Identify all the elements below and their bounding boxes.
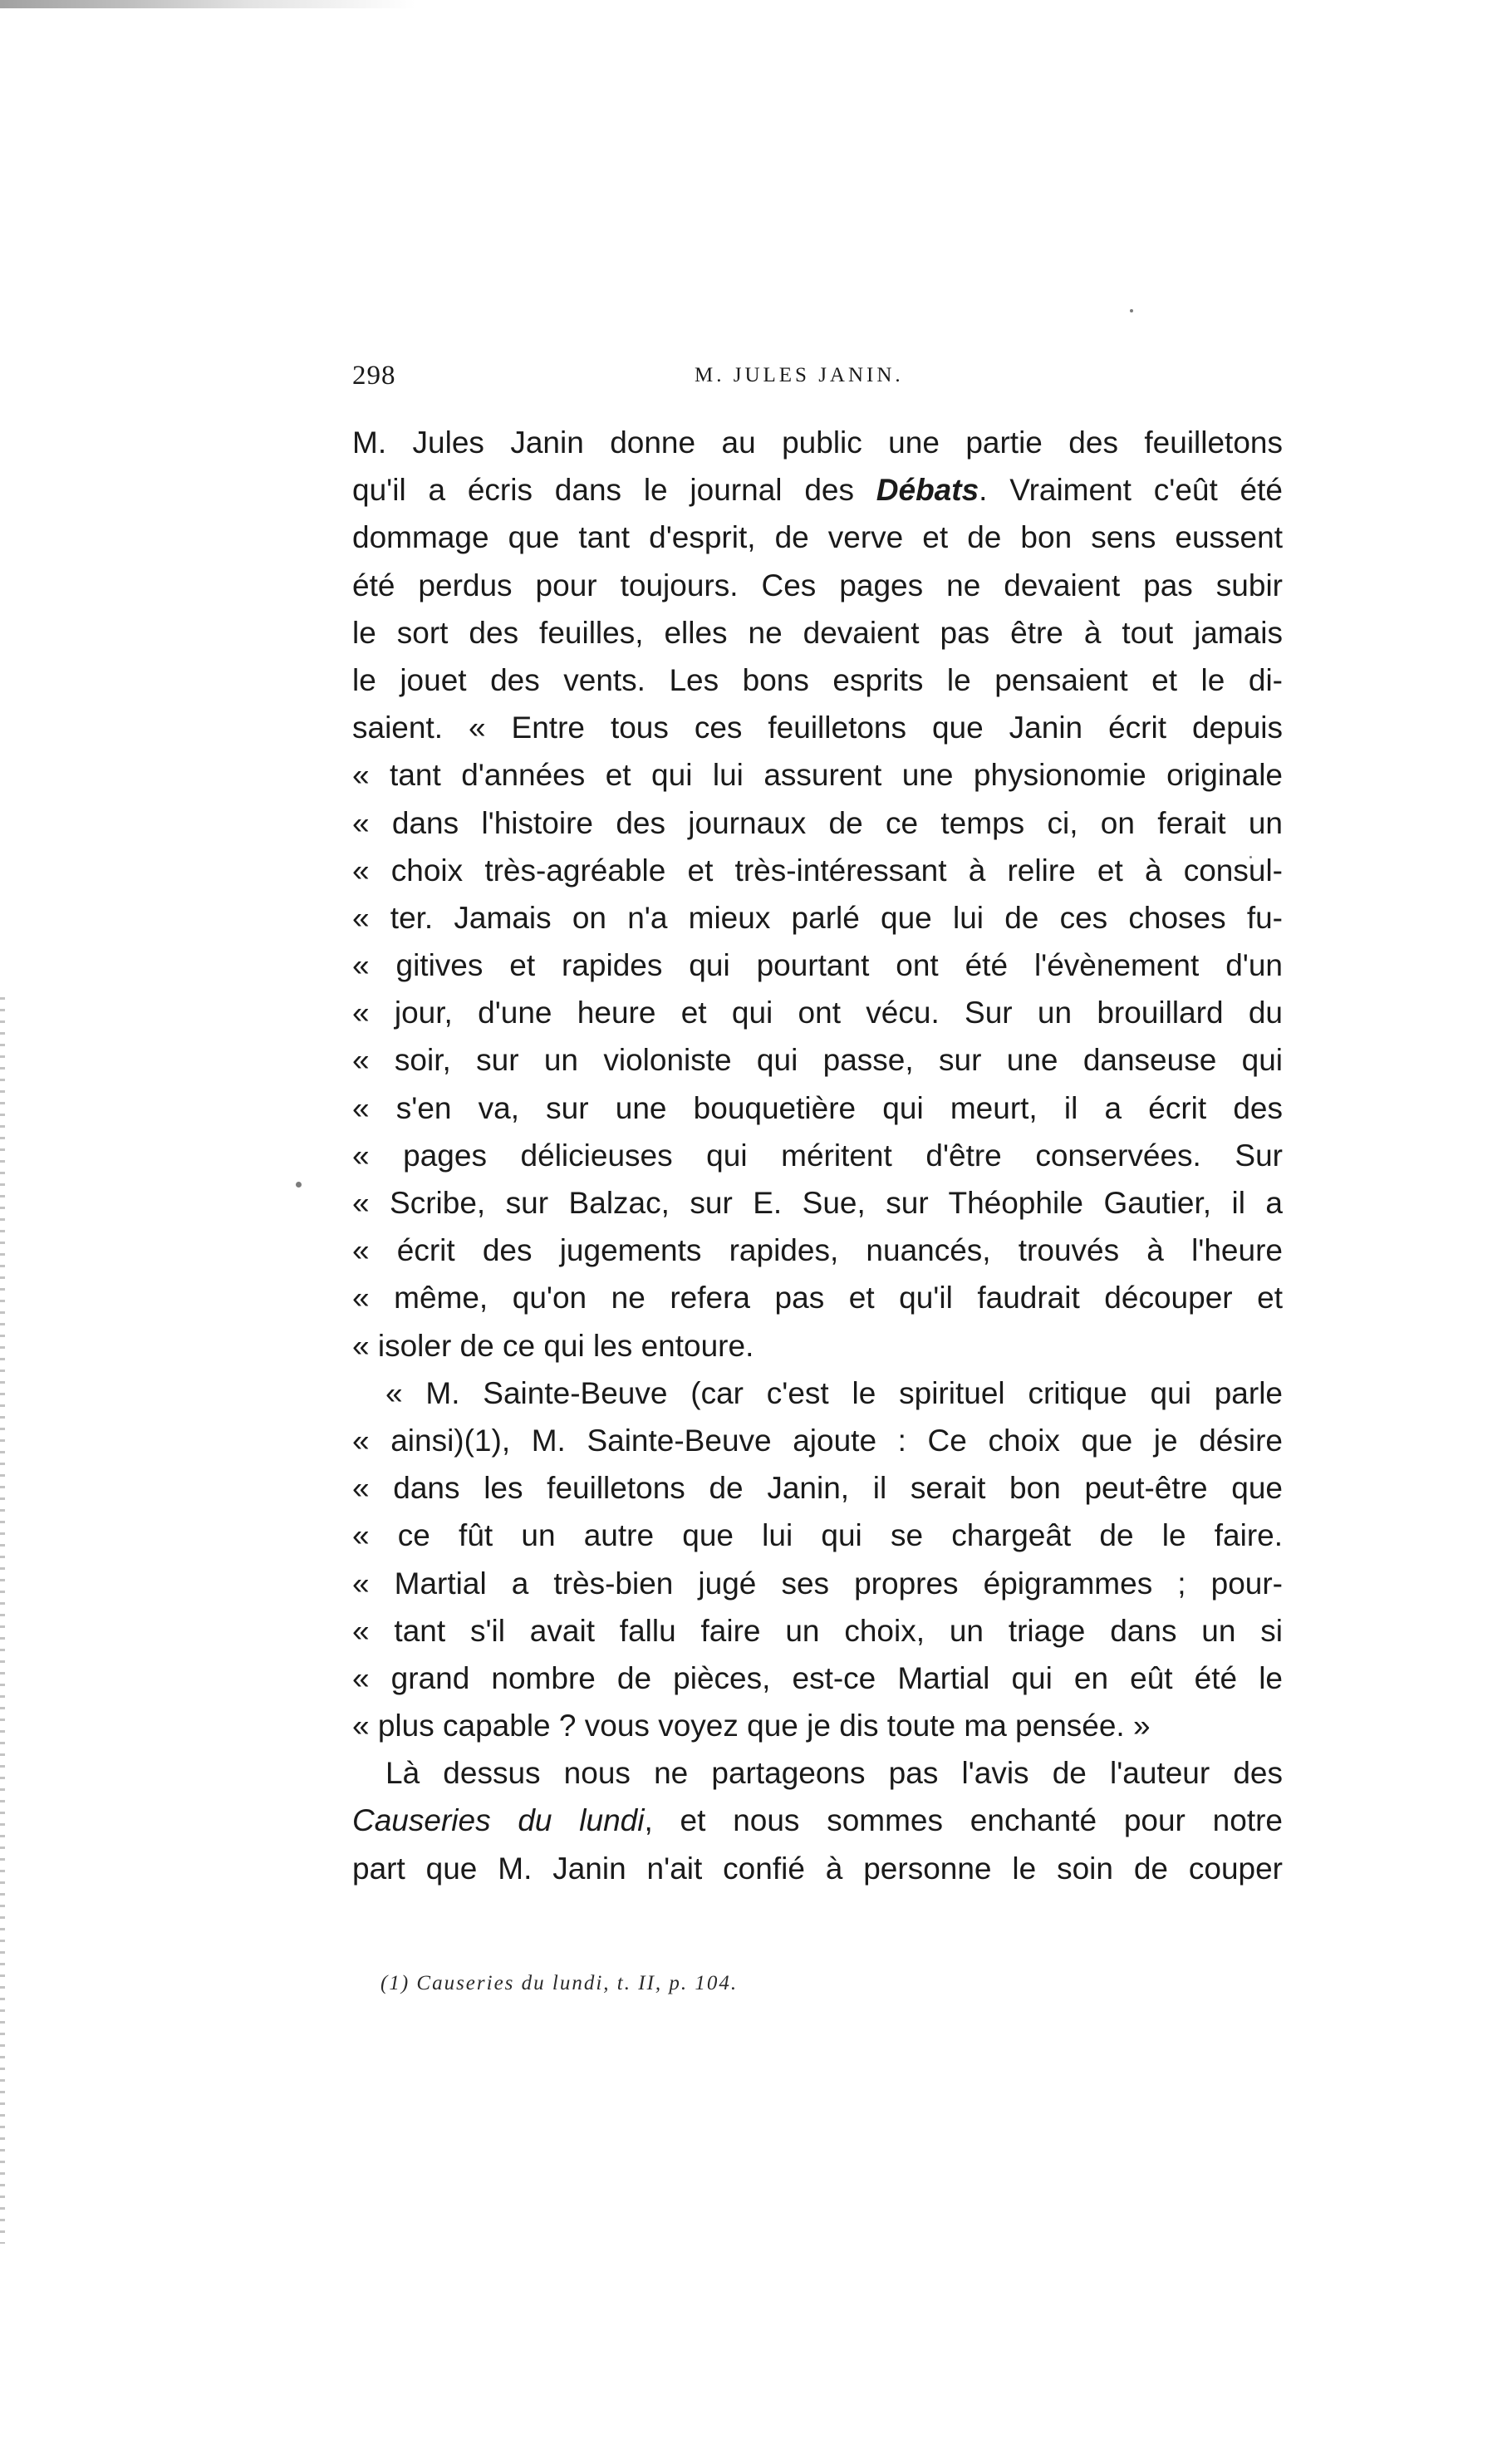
text-line: « choix très-agréable et très-intéressant à relire et à consul- xyxy=(352,853,1283,888)
page-header xyxy=(352,361,1283,394)
text-line: « isoler de ce qui les entoure. xyxy=(352,1328,754,1363)
scan-artifact-top xyxy=(0,0,415,8)
text-line: M. Jules Janin donne au public une partie des feuilletons xyxy=(352,425,1283,460)
text-line: qu'il a écris dans le journal des Débats. Vraiment c'eût été xyxy=(352,473,1283,508)
text-line: été perdus pour toujours. Ces pages ne devaient pas subir xyxy=(352,568,1283,602)
text-line: « tant d'années et qui lui assurent une physionomie originale xyxy=(352,758,1283,793)
text-line: « M. Sainte-Beuve (car c'est le spirituel critique qui parle xyxy=(385,1375,1283,1410)
text-line: « soir, sur un violoniste qui passe, sur une danseuse qui xyxy=(352,1043,1283,1078)
text-line: « Scribe, sur Balzac, sur E. Sue, sur Théophile Gautier, il a xyxy=(352,1186,1283,1220)
scan-speck xyxy=(1130,309,1133,312)
body-text xyxy=(352,419,1283,1892)
text-line: « dans l'histoire des journaux de ce temps ci, on ferait un xyxy=(352,805,1283,840)
text-line: « dans les feuilletons de Janin, il serait bon peut-être que xyxy=(352,1471,1283,1506)
page-number: 298 xyxy=(352,361,396,391)
text-line: « ce fût un autre que lui qui se chargeât de le faire. xyxy=(352,1518,1283,1553)
text-line: le jouet des vents. Les bons esprits le pensaient et le di- xyxy=(352,662,1283,697)
text-line: « pages délicieuses qui méritent d'être conservées. Sur xyxy=(352,1138,1283,1173)
text-line: saient. « Entre tous ces feuilletons que Janin écrit depuis xyxy=(352,711,1283,745)
text-line: « gitives et rapides qui pourtant ont été l'évènement d'un xyxy=(352,948,1283,983)
scan-artifact-edge xyxy=(0,997,5,2244)
text-line: « même, qu'on ne refera pas et qu'il faudrait découper et xyxy=(352,1281,1283,1315)
text-line: le sort des feuilles, elles ne devaient pas être à tout jamais xyxy=(352,615,1283,650)
text-line: « jour, d'une heure et qui ont vécu. Sur un brouillard du xyxy=(352,996,1283,1030)
text-line: « plus capable ? vous voyez que je dis toute ma pensée. » xyxy=(352,1709,1151,1743)
footnote: (1) Causeries du lundi, t. II, p. 104. xyxy=(380,1972,739,1994)
text-line: « Martial a très-bien jugé ses propres épigrammes ; pour- xyxy=(352,1566,1283,1601)
text-line: Causeries du lundi, et nous sommes enchanté pour notre xyxy=(352,1803,1283,1838)
scan-speck xyxy=(296,1182,302,1188)
text-line: « ter. Jamais on n'a mieux parlé que lui de ces choses fu- xyxy=(352,900,1283,935)
text-line: « ainsi)(1), M. Sainte-Beuve ajoute : Ce choix que je désire xyxy=(352,1423,1283,1458)
text-line: Là dessus nous ne partageons pas l'avis de l'auteur des xyxy=(385,1756,1283,1791)
text-line: « écrit des jugements rapides, nuancés, trouvés à l'heure xyxy=(352,1233,1283,1268)
running-head: M. JULES JANIN. xyxy=(695,364,904,386)
text-line: dommage que tant d'esprit, de verve et de bon sens eussent xyxy=(352,520,1283,555)
text-line: « s'en va, sur une bouquetière qui meurt, il a écrit des xyxy=(352,1090,1283,1125)
text-line: « tant s'il avait fallu faire un choix, un triage dans un si xyxy=(352,1613,1283,1648)
text-line: part que M. Janin n'ait confié à personne le soin de couper xyxy=(352,1851,1283,1886)
text-line: « grand nombre de pièces, est-ce Martial qui en eût été le xyxy=(352,1660,1283,1695)
